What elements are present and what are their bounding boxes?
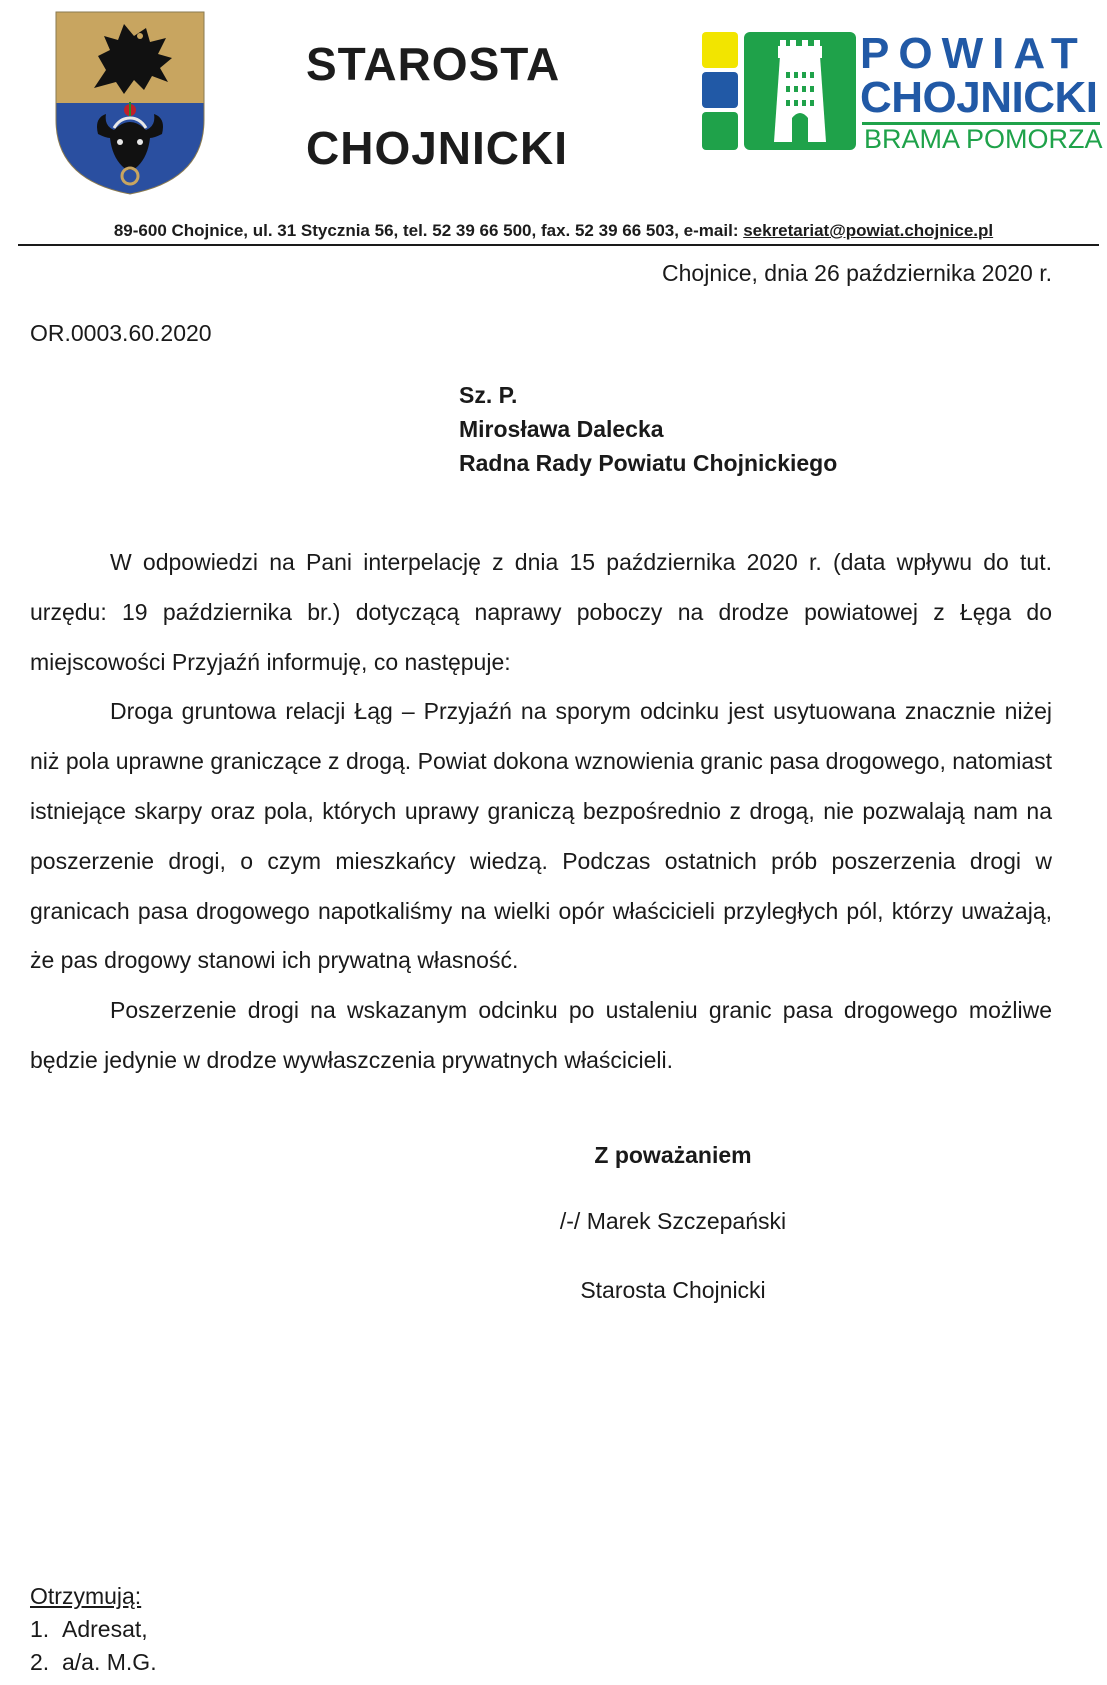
office-title [306, 22, 606, 190]
body-paragraph-3: Poszerzenie drogi na wskazanym odcinku po ustaleniu granic pasa drogowego możliwe będzie jedynie w drodze wywłaszczenia prywatnych właścicieli. [30, 997, 1052, 1073]
logo-green-square [702, 112, 738, 150]
office-title-line1: STAROSTA [306, 38, 561, 90]
list-item [30, 1613, 157, 1646]
coat-of-arms-icon [54, 10, 206, 196]
office-address [0, 221, 1107, 241]
logo-blue-square [702, 72, 738, 108]
recipient-text: a/a. M.G. [62, 1649, 157, 1675]
closing-greeting: Z poważaniem [594, 1142, 752, 1168]
recipients-list [30, 1580, 157, 1679]
recipients-header: Otrzymują: [30, 1583, 142, 1609]
body-paragraph-1: W odpowiedzi na Pani interpelację z dnia 15 października 2020 r. (data wpływu do tut. urzędu: 19 października br.) dotyczącą naprawy poboczy na drodze powiatowej z Łęga do miejscowości Przyjaźń informuję, co następuje: [30, 549, 1052, 675]
signature: /-/ Marek Szczepański [559, 1208, 787, 1234]
logo-text-chojnicki: CHOJNICKI [860, 73, 1098, 122]
powiat-logo [702, 30, 1102, 154]
list-item [30, 1646, 157, 1679]
addressee-salutation: Sz. P. [459, 382, 518, 408]
email-link[interactable]: sekretariat@powiat.chojnice.pl [743, 221, 994, 240]
header-divider [18, 244, 1099, 246]
letter-body [30, 538, 1052, 1086]
addressee-title: Radna Rady Powiatu Chojnickiego [459, 450, 838, 476]
reference-number: OR.0003.60.2020 [30, 320, 212, 346]
gate-tower-icon [744, 32, 856, 150]
letter-date: Chojnice, dnia 26 października 2020 r. [662, 260, 1052, 286]
recipient-text: Adresat, [62, 1616, 148, 1642]
logo-text-powiat: POWIAT [860, 29, 1087, 78]
recipient-number: 2. [30, 1649, 50, 1675]
office-title-line2: CHOJNICKI [306, 122, 569, 174]
logo-yellow-square [702, 32, 738, 68]
signer-title: Starosta Chojnicki [580, 1277, 766, 1303]
addressee-block [459, 378, 837, 480]
address-text: 89-600 Chojnice, ul. 31 Stycznia 56, tel. 52 39 66 500, fax. 52 39 66 503, e-mail: [113, 221, 744, 240]
logo-text-brama-pomorza: BRAMA POMORZA [864, 124, 1103, 154]
body-paragraph-2: Droga gruntowa relacji Łąg – Przyjaźń na sporym odcinku jest usytuowana znacznie niżej niż pola uprawne graniczące z drogą. Powiat dokona wznowienia granic pasa drogowego, natomiast istniejące skarpy oraz pola, których uprawy graniczą bezpośrednio z drogą, nie pozwalają nam na poszerzenie drogi, o czym mieszkańcy wiedzą. Podczas ostatnich prób poszerzenia drogi w granicach pasa drogowego napotkaliśmy na wielki opór właścicieli przyległych pól, którzy uważają, że pas drogowy stanowi ich prywatną własność. [30, 698, 1052, 974]
recipient-number: 1. [30, 1616, 50, 1642]
addressee-name: Mirosława Dalecka [459, 416, 664, 442]
